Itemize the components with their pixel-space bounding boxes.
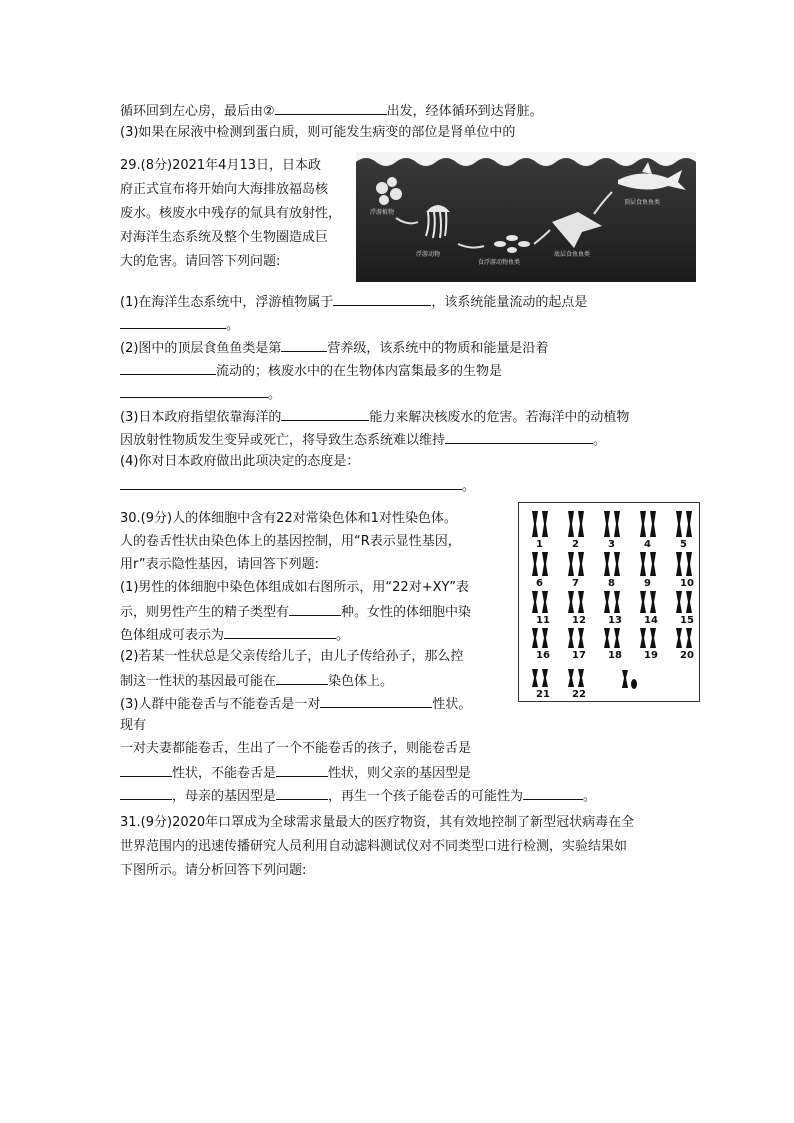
- carryover-line-1: [120, 101, 543, 121]
- chromosome-label: 17: [572, 650, 586, 661]
- text: 制这一性状的基因最可能在: [120, 674, 277, 689]
- answer-blank[interactable]: [320, 694, 432, 708]
- q30-line-2: 人的卷舌性状由染色体上的基因控制，用“R表示显性基因，: [120, 534, 461, 549]
- chromosome-label: 15: [680, 615, 694, 626]
- q30-line-11: 一对夫妻都能卷舌，生出了一个不能卷舌的孩子，则能卷舌是: [120, 741, 472, 756]
- q30-line-12: [120, 763, 471, 783]
- text: 性状，不能卷舌是: [172, 766, 277, 781]
- q30-line-1: 30.(9分)人的体细胞中含有22对常染色体和1对性染色体。: [120, 511, 457, 526]
- answer-blank[interactable]: [523, 786, 583, 800]
- q29-part2-cont: [120, 361, 502, 381]
- text: 染色体上。: [328, 674, 394, 689]
- text: 。: [268, 387, 282, 402]
- chromosome-label: 14: [644, 615, 658, 626]
- q30-line-6: [120, 625, 349, 645]
- answer-blank[interactable]: [281, 407, 369, 421]
- q29-intro-2: 府正式宣布将开始向大海排放福岛核: [120, 182, 329, 197]
- chromosome-label: 4: [644, 539, 651, 550]
- chromosome-label: 11: [536, 615, 550, 626]
- text: 营养级，该系统中的物质和能量是沿着: [327, 341, 549, 356]
- chromosome-label: 18: [608, 650, 622, 661]
- answer-blank[interactable]: [276, 671, 328, 685]
- text: 。: [336, 628, 350, 643]
- q30-line-7: (2)若某一性状总是父亲传给儿子，由儿子传给孙子，那么控: [120, 649, 464, 664]
- text: ，母亲的基因型是: [172, 789, 277, 804]
- q29-part2-end: [120, 384, 281, 404]
- label-bottom-fish: 底层食鱼鱼类: [554, 251, 591, 258]
- q29-part3: [120, 407, 629, 427]
- text: (1)在海洋生态系统中，浮游植物属于: [120, 295, 334, 310]
- answer-blank[interactable]: [120, 384, 268, 398]
- q30-line-3: 用r”表示隐性基因，请回答下列题:: [120, 557, 320, 572]
- answer-blank[interactable]: [276, 763, 328, 777]
- text: 性状。: [432, 697, 472, 712]
- text: 。: [462, 479, 476, 494]
- chromosome-label: 9: [644, 578, 651, 589]
- chromosome-label: 20: [680, 650, 694, 661]
- chromosome-label: 1: [536, 539, 543, 550]
- chromosome-label: 3: [608, 539, 615, 550]
- chromosome-label: 5: [680, 539, 687, 550]
- text: 。: [226, 318, 240, 333]
- answer-blank[interactable]: [275, 101, 387, 115]
- text: 能力来解决核废水的危害。若海洋中的动植物: [369, 410, 630, 425]
- chromosome-label: 13: [608, 615, 622, 626]
- text: (3)人群中能卷舌与不能卷舌是一对: [120, 697, 321, 712]
- answer-blank[interactable]: [120, 476, 462, 490]
- q29-part1: [120, 292, 587, 312]
- chromosome-label: 12: [572, 615, 586, 626]
- label-top-fish: 顶层食鱼鱼类: [624, 199, 661, 206]
- chromosome-label: 6: [536, 578, 543, 589]
- q30-line-10: 现有: [120, 718, 147, 733]
- answer-blank[interactable]: [281, 338, 327, 352]
- q29-intro-4: 对海洋生态系统及整个生物圈造成巨: [120, 230, 329, 245]
- q29-intro-3: 废水。核废水中残存的氚具有放射性，: [120, 206, 342, 221]
- text: ，再生一个孩子能卷舌的可能性为: [328, 789, 524, 804]
- text: 。: [593, 433, 607, 448]
- q30-line-5: [120, 602, 471, 622]
- q29-part1-cont: [120, 315, 239, 335]
- text: 因放射性物质发生变异或死亡，将导致生态系统难以维持: [120, 433, 446, 448]
- answer-blank[interactable]: [120, 763, 172, 777]
- answer-blank[interactable]: [120, 786, 172, 800]
- q30-line-8: [120, 671, 393, 691]
- text: 种。女性的体细胞中染: [341, 605, 472, 620]
- q31-line-1: 31.(9分)2020年口罩成为全球需求量最大的医疗物资，其有效地控制了新型冠状病毒在全: [120, 815, 635, 830]
- answer-blank[interactable]: [276, 786, 328, 800]
- text: 色体组成可表示为: [120, 628, 225, 643]
- label-plankton-animal: 浮游动物: [416, 251, 441, 258]
- chromosome-label: 8: [608, 578, 615, 589]
- q31-line-2: 世界范围内的迅速传播研究人员利用自动滤料测试仪对不同类型口进行检测，实验结果如: [120, 839, 628, 854]
- text: 性状，则父亲的基因型是: [328, 766, 472, 781]
- chromosome-label: 10: [680, 578, 694, 589]
- text: 。: [583, 789, 597, 804]
- text: (3)日本政府指望依靠海洋的: [120, 410, 282, 425]
- text: 循环回到左心房，最后由②: [120, 104, 275, 119]
- answer-blank[interactable]: [224, 625, 336, 639]
- q31-line-3: 下图所示。请分析回答下列问题:: [120, 863, 307, 878]
- answer-blank[interactable]: [289, 602, 341, 616]
- label-plankton-plant: 浮游植物: [370, 209, 395, 216]
- q30-line-13: [120, 786, 596, 806]
- chromosome-label: 7: [572, 578, 579, 589]
- label-small-fish: 食浮游动物鱼类: [478, 259, 521, 266]
- karyotype-figure: [518, 502, 700, 702]
- q29-intro-5: 大的危害。请回答下列问题:: [120, 254, 281, 269]
- chromosome-label: 22: [572, 689, 586, 700]
- chromosome-label: 2: [572, 539, 579, 550]
- chromosome-label: 19: [644, 650, 658, 661]
- chromosome-label: 16: [536, 650, 550, 661]
- q29-part3-cont: [120, 430, 606, 450]
- answer-blank[interactable]: [120, 315, 226, 329]
- answer-blank[interactable]: [333, 292, 431, 306]
- text: 流动的；核废水中的在生物体内富集最多的生物是: [216, 364, 503, 379]
- q30-line-9: [120, 694, 471, 714]
- chromosome-label: 21: [536, 689, 550, 700]
- answer-blank[interactable]: [445, 430, 593, 444]
- text: ，该系统能量流动的起点是: [431, 295, 588, 310]
- carryover-line-2: (3)如果在尿液中检测到蛋白质，则可能发生病变的部位是肾单位中的: [120, 125, 516, 140]
- text: 示，则男性产生的精子类型有: [120, 605, 290, 620]
- q29-part4-cont: [120, 476, 475, 496]
- text: (2)图中的顶层食鱼鱼类是第: [120, 341, 282, 356]
- q30-line-4: (1)男性的体细胞中染色体组成如右图所示，用“22对+XY”表: [120, 580, 469, 595]
- answer-blank[interactable]: [120, 361, 216, 375]
- marine-food-chain-figure: [356, 152, 696, 282]
- q29-intro-1: 29.(8分)2021年4月13日，日本政: [120, 158, 321, 173]
- q29-part2: [120, 338, 548, 358]
- q29-part4: (4)你对日本政府做出此项决定的态度是：: [120, 454, 360, 469]
- text: 出发，经体循环到达肾脏。: [386, 104, 543, 119]
